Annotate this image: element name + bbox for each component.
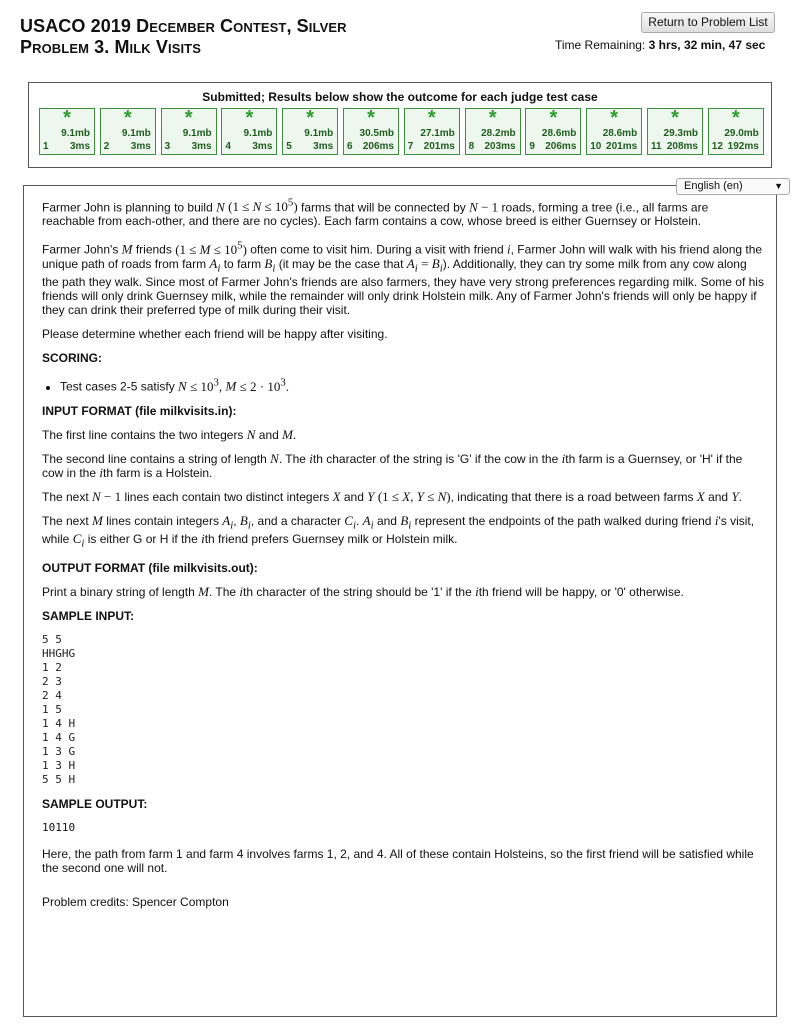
time-remaining bbox=[555, 38, 765, 52]
pass-star-icon: * bbox=[306, 107, 315, 129]
test-case-memory: 29.0mb bbox=[724, 128, 759, 139]
test-case-memory: 30.5mb bbox=[359, 128, 394, 139]
paragraph-friends: Farmer John's M friends $(1 \le M \le 10^5)$ often come to visit him. During a visit with friend i, Farmer John will walk with his friend along the unique path of roads from farm $A_i$ to farm $B_i$ (it may be the case that $A_i = B_i$). Additionally, they can try some milk from any cow along the path they walk. Since most of Farmer John's friends are also farmers, they have very strong preferences regarding milk. Some of his friends will only drink Guernsey milk, while the remainder will only drink Holstein milk. Any of Farmer John's friends will only be happy if they can drink their preferred type of milk during their visit. bbox=[42, 239, 764, 318]
test-case-6[interactable] bbox=[343, 108, 399, 155]
language-selected: English (en) bbox=[684, 180, 743, 192]
test-case-memory: 9.1mb bbox=[304, 128, 334, 139]
heading-sample-output: SAMPLE OUTPUT: bbox=[42, 796, 148, 811]
test-case-number: 12 bbox=[711, 141, 723, 152]
test-case-memory: 28.6mb bbox=[541, 128, 577, 139]
scoring-item: • Test cases 2-5 satisfy $N \le 10^3$, $M \le 2 \cdot 10^3$. bbox=[60, 375, 764, 393]
test-case-number: 4 bbox=[225, 141, 231, 152]
header bbox=[0, 0, 800, 70]
test-case-number: 6 bbox=[347, 141, 353, 152]
test-case-number: 5 bbox=[286, 141, 292, 152]
test-case-1[interactable] bbox=[39, 108, 95, 155]
test-case-time: 206ms bbox=[362, 141, 394, 152]
test-case-3[interactable] bbox=[161, 108, 217, 155]
test-case-time: 3ms bbox=[191, 141, 212, 152]
test-case-time: 208ms bbox=[666, 141, 698, 152]
pass-star-icon: * bbox=[184, 107, 193, 129]
time-remaining-label: Time Remaining: bbox=[555, 38, 646, 52]
test-case-memory: 28.6mb bbox=[602, 128, 638, 139]
title-line-2: Problem 3. Milk Visits bbox=[20, 37, 201, 57]
scoring-list bbox=[42, 375, 764, 393]
test-case-9[interactable] bbox=[525, 108, 581, 155]
test-case-memory: 29.3mb bbox=[663, 128, 698, 139]
input-line-1: The first line contains the two integers N and M. bbox=[42, 426, 297, 442]
test-case-time: 3ms bbox=[313, 141, 334, 152]
test-case-number: 2 bbox=[103, 141, 110, 152]
test-case-number: 7 bbox=[407, 141, 414, 152]
sample-input: 5 5 HHGHG 1 2 2 3 2 4 1 5 1 4 H 1 4 G 1 3 G 1 3 H 5 5 H bbox=[42, 632, 76, 786]
test-case-8[interactable] bbox=[465, 108, 521, 155]
page-title bbox=[20, 16, 347, 58]
test-case-memory: 28.2mb bbox=[481, 128, 516, 139]
paragraph-intro: Farmer John is planning to build N $(1 \le N \le 10^5)$ farms that will be connected by N − 1 roads, forming a tree (i.e., all farms are reachable from each-other, and there are no cycles). Each farm contains a cow, whose breed is either Guernsey or Holstein. bbox=[42, 197, 709, 229]
test-case-time: 201ms bbox=[606, 141, 638, 152]
pass-star-icon: * bbox=[488, 107, 497, 129]
test-case-memory: 9.1mb bbox=[61, 128, 90, 139]
pass-star-icon: * bbox=[731, 107, 740, 129]
test-case-4[interactable] bbox=[221, 108, 277, 155]
results-panel bbox=[28, 82, 772, 168]
output-text: Print a binary string of length bbox=[42, 584, 195, 599]
test-case-time: 192ms bbox=[727, 141, 759, 152]
explanation: Here, the path from farm 1 and farm 4 involves farms 1, 2, and 4. All of these contain Holsteins, so the first friend will be satisfied while the second one will not. bbox=[42, 846, 754, 875]
test-case-5[interactable] bbox=[282, 108, 338, 155]
test-case-number: 3 bbox=[164, 141, 171, 152]
title-line-1: USACO 2019 December Contest, Silver bbox=[20, 16, 347, 36]
test-case-2[interactable] bbox=[100, 108, 156, 155]
heading-sample-input: SAMPLE INPUT: bbox=[42, 608, 135, 623]
heading-output-format: OUTPUT FORMAT (file milkvisits.out): bbox=[42, 560, 258, 575]
test-case-12[interactable] bbox=[708, 108, 764, 155]
pass-star-icon: * bbox=[549, 107, 558, 129]
test-case-time: 206ms bbox=[545, 141, 577, 152]
pass-star-icon: * bbox=[427, 107, 436, 129]
test-case-time: 3ms bbox=[252, 141, 273, 152]
language-select[interactable] bbox=[676, 178, 790, 195]
output-description: Print a binary string of length M. The ith character of the string should be '1' if the ith friend will be happy, or '0' otherwise. bbox=[42, 583, 684, 599]
problem-statement bbox=[23, 180, 783, 1017]
sample-output: 10110 bbox=[42, 820, 76, 834]
input-line-2: The second line contains a string of length N. The ith character of the string is 'G' if the cow in the ith farm is a Guernsey, or 'H' if the cow in the ith farm is a Holstein. bbox=[42, 450, 743, 480]
test-case-number: 9 bbox=[529, 141, 535, 152]
test-case-11[interactable] bbox=[647, 108, 703, 155]
time-remaining-value: 3 hrs, 32 min, 47 sec bbox=[648, 38, 766, 52]
test-case-time: 201ms bbox=[423, 141, 455, 152]
input-line-3: The next N − 1 lines each contain two distinct integers X and Y (1 ≤ X, Y ≤ N), indicating that there is a road between farms X and Y. bbox=[42, 488, 743, 504]
test-case-time: 203ms bbox=[484, 141, 516, 152]
problem-credits: Problem credits: Spencer Compton bbox=[42, 894, 229, 909]
problem-content bbox=[42, 196, 764, 919]
heading-input-format: INPUT FORMAT (file milkvisits.in): bbox=[42, 403, 237, 418]
test-case-memory: 9.1mb bbox=[243, 128, 273, 139]
test-case-memory: 27.1mb bbox=[420, 128, 455, 139]
test-case-number: 1 bbox=[43, 141, 49, 152]
pass-star-icon: * bbox=[245, 107, 254, 129]
input-line-4: The next M lines contain integers $A_i$, $B_i$, and a character $C_i$. $A_i$ and $B_i$ represent the endpoints of the path walked during friend i's visit, while $C_i$ is either G or H if the ith friend prefers Guernsey milk or Holstein milk. bbox=[42, 512, 755, 550]
test-case-number: 11 bbox=[651, 141, 662, 152]
results-title: Submitted; Results below show the outcome for each judge test case bbox=[202, 90, 598, 104]
test-case-7[interactable] bbox=[404, 108, 460, 155]
pass-star-icon: * bbox=[671, 107, 679, 129]
pass-star-icon: * bbox=[63, 107, 71, 129]
pass-star-icon: * bbox=[123, 107, 132, 129]
test-case-number: 10 bbox=[590, 141, 602, 152]
paragraph-task: Please determine whether each friend will be happy after visiting. bbox=[42, 327, 388, 342]
caret-down-icon: ▼ bbox=[774, 181, 783, 191]
return-to-problem-list-button[interactable]: Return to Problem List bbox=[641, 12, 775, 33]
test-case-time: 3ms bbox=[130, 141, 151, 152]
test-case-number: 8 bbox=[468, 141, 475, 152]
test-case-time: 3ms bbox=[69, 141, 90, 152]
pass-star-icon: * bbox=[610, 107, 619, 129]
heading-scoring: SCORING: bbox=[42, 351, 102, 366]
test-case-memory: 9.1mb bbox=[182, 128, 212, 139]
test-case-memory: 9.1mb bbox=[121, 128, 151, 139]
test-case-10[interactable] bbox=[586, 108, 642, 155]
pass-star-icon: * bbox=[367, 107, 375, 129]
